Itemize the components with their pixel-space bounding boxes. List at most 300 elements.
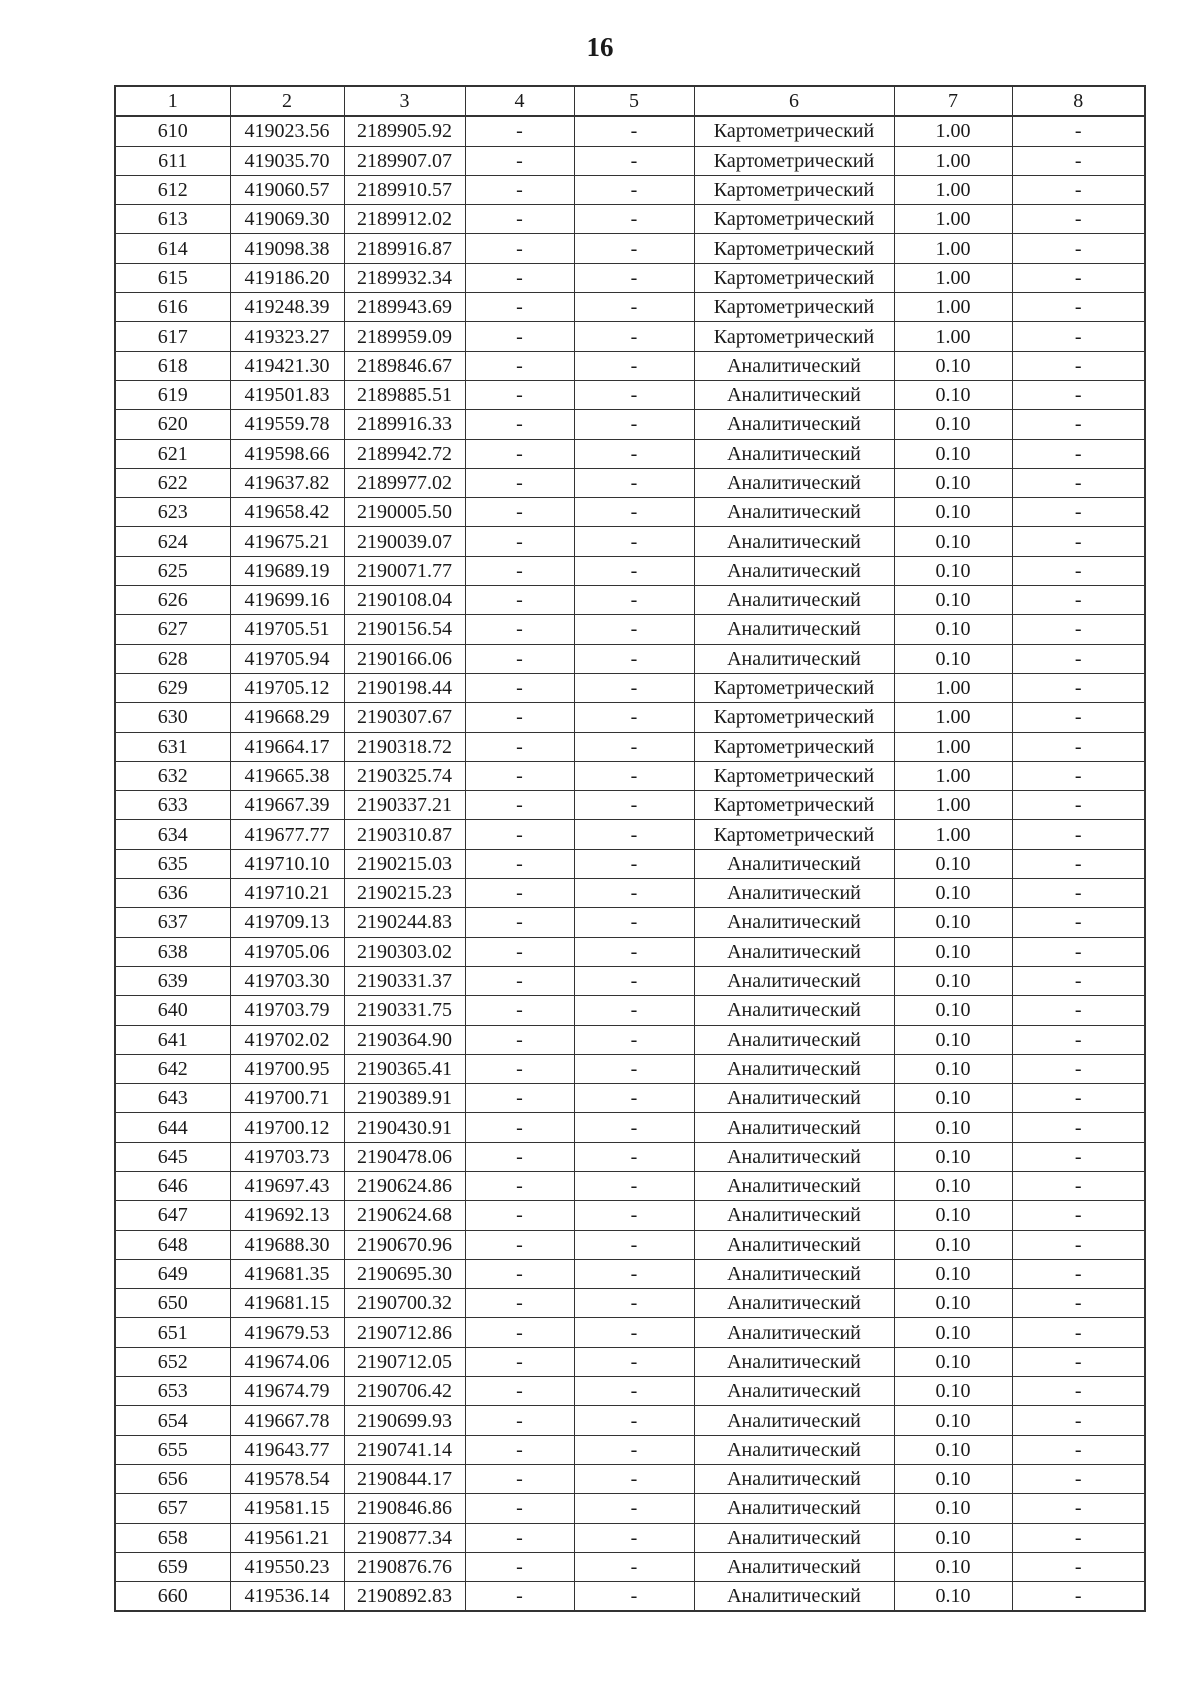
cell-accuracy: 0.10 [894, 1377, 1012, 1406]
cell-coordinate-y: 2189907.07 [344, 146, 465, 175]
cell-accuracy: 0.10 [894, 937, 1012, 966]
table-row [115, 996, 1145, 1025]
cell-method: Аналитический [694, 556, 894, 585]
cell-column-4: - [465, 116, 574, 146]
cell-column-8: - [1012, 146, 1145, 175]
cell-column-5: - [574, 1552, 694, 1581]
cell-column-5: - [574, 175, 694, 204]
cell-method: Картометрический [694, 293, 894, 322]
table-row [115, 498, 1145, 527]
cell-column-4: - [465, 937, 574, 966]
table-row [115, 908, 1145, 937]
cell-column-4: - [465, 1464, 574, 1493]
cell-accuracy: 0.10 [894, 1318, 1012, 1347]
column-header: 1 [115, 86, 230, 116]
table-row [115, 1171, 1145, 1200]
cell-coordinate-y: 2190244.83 [344, 908, 465, 937]
cell-coordinate-x: 419323.27 [230, 322, 344, 351]
cell-column-5: - [574, 1289, 694, 1318]
cell-accuracy: 0.10 [894, 556, 1012, 585]
cell-coordinate-x: 419700.71 [230, 1084, 344, 1113]
cell-point-number: 631 [115, 732, 230, 761]
cell-column-4: - [465, 1230, 574, 1259]
cell-point-number: 659 [115, 1552, 230, 1581]
table-row [115, 673, 1145, 702]
cell-method: Аналитический [694, 1025, 894, 1054]
cell-method: Аналитический [694, 1289, 894, 1318]
table-row [115, 1377, 1145, 1406]
cell-accuracy: 0.10 [894, 1054, 1012, 1083]
header-row [115, 86, 1145, 116]
cell-column-4: - [465, 849, 574, 878]
table-row [115, 1113, 1145, 1142]
column-header: 6 [694, 86, 894, 116]
table-row [115, 1289, 1145, 1318]
cell-method: Аналитический [694, 380, 894, 409]
cell-column-4: - [465, 1435, 574, 1464]
table-row [115, 1230, 1145, 1259]
cell-method: Аналитический [694, 1406, 894, 1435]
cell-column-5: - [574, 1259, 694, 1288]
cell-coordinate-x: 419702.02 [230, 1025, 344, 1054]
cell-column-8: - [1012, 380, 1145, 409]
cell-column-4: - [465, 1494, 574, 1523]
cell-column-5: - [574, 205, 694, 234]
cell-method: Аналитический [694, 468, 894, 497]
cell-coordinate-x: 419501.83 [230, 380, 344, 409]
table-row [115, 615, 1145, 644]
table-row [115, 293, 1145, 322]
table-row [115, 322, 1145, 351]
cell-column-4: - [465, 1201, 574, 1230]
cell-column-8: - [1012, 673, 1145, 702]
table-row [115, 205, 1145, 234]
cell-column-8: - [1012, 937, 1145, 966]
cell-column-8: - [1012, 1523, 1145, 1552]
cell-point-number: 655 [115, 1435, 230, 1464]
cell-coordinate-x: 419692.13 [230, 1201, 344, 1230]
cell-method: Аналитический [694, 439, 894, 468]
cell-accuracy: 0.10 [894, 1259, 1012, 1288]
cell-column-8: - [1012, 175, 1145, 204]
cell-method: Аналитический [694, 644, 894, 673]
cell-column-5: - [574, 498, 694, 527]
cell-column-8: - [1012, 1552, 1145, 1581]
table-row [115, 1084, 1145, 1113]
cell-point-number: 622 [115, 468, 230, 497]
cell-column-8: - [1012, 1494, 1145, 1523]
cell-coordinate-y: 2190430.91 [344, 1113, 465, 1142]
cell-column-8: - [1012, 1582, 1145, 1612]
cell-column-4: - [465, 175, 574, 204]
cell-column-8: - [1012, 263, 1145, 292]
coordinates-table [114, 85, 1146, 1612]
cell-coordinate-x: 419581.15 [230, 1494, 344, 1523]
cell-coordinate-y: 2190365.41 [344, 1054, 465, 1083]
cell-coordinate-y: 2190695.30 [344, 1259, 465, 1288]
cell-method: Аналитический [694, 1084, 894, 1113]
cell-coordinate-x: 419069.30 [230, 205, 344, 234]
cell-column-5: - [574, 937, 694, 966]
cell-coordinate-y: 2190337.21 [344, 791, 465, 820]
cell-point-number: 649 [115, 1259, 230, 1288]
cell-coordinate-y: 2190325.74 [344, 761, 465, 790]
cell-column-8: - [1012, 586, 1145, 615]
cell-method: Аналитический [694, 908, 894, 937]
cell-coordinate-x: 419637.82 [230, 468, 344, 497]
cell-accuracy: 0.10 [894, 351, 1012, 380]
cell-method: Картометрический [694, 175, 894, 204]
cell-column-8: - [1012, 761, 1145, 790]
cell-column-8: - [1012, 1259, 1145, 1288]
cell-accuracy: 1.00 [894, 322, 1012, 351]
cell-coordinate-y: 2190892.83 [344, 1582, 465, 1612]
cell-coordinate-x: 419710.21 [230, 879, 344, 908]
cell-column-4: - [465, 263, 574, 292]
cell-column-5: - [574, 1494, 694, 1523]
cell-coordinate-x: 419536.14 [230, 1582, 344, 1612]
cell-accuracy: 0.10 [894, 1464, 1012, 1493]
cell-column-8: - [1012, 849, 1145, 878]
cell-column-4: - [465, 791, 574, 820]
cell-column-4: - [465, 1054, 574, 1083]
cell-coordinate-x: 419700.12 [230, 1113, 344, 1142]
cell-method: Картометрический [694, 322, 894, 351]
table-row [115, 1142, 1145, 1171]
page-number: 16 [586, 32, 614, 62]
cell-coordinate-y: 2190303.02 [344, 937, 465, 966]
cell-column-4: - [465, 205, 574, 234]
cell-coordinate-x: 419699.16 [230, 586, 344, 615]
cell-point-number: 615 [115, 263, 230, 292]
cell-column-5: - [574, 410, 694, 439]
cell-coordinate-y: 2189977.02 [344, 468, 465, 497]
cell-column-8: - [1012, 615, 1145, 644]
cell-accuracy: 0.10 [894, 527, 1012, 556]
cell-column-4: - [465, 1347, 574, 1376]
cell-coordinate-x: 419668.29 [230, 703, 344, 732]
column-header: 5 [574, 86, 694, 116]
cell-column-5: - [574, 996, 694, 1025]
cell-column-5: - [574, 1230, 694, 1259]
table-row [115, 732, 1145, 761]
cell-accuracy: 0.10 [894, 1142, 1012, 1171]
cell-method: Аналитический [694, 1464, 894, 1493]
cell-method: Аналитический [694, 351, 894, 380]
cell-column-4: - [465, 146, 574, 175]
cell-point-number: 613 [115, 205, 230, 234]
cell-point-number: 621 [115, 439, 230, 468]
table-row [115, 1318, 1145, 1347]
cell-column-8: - [1012, 498, 1145, 527]
cell-column-5: - [574, 1054, 694, 1083]
cell-coordinate-y: 2190478.06 [344, 1142, 465, 1171]
cell-column-5: - [574, 263, 694, 292]
cell-method: Аналитический [694, 1142, 894, 1171]
table-row [115, 1259, 1145, 1288]
cell-column-8: - [1012, 1406, 1145, 1435]
cell-column-4: - [465, 966, 574, 995]
cell-column-4: - [465, 1289, 574, 1318]
cell-method: Аналитический [694, 1494, 894, 1523]
cell-point-number: 637 [115, 908, 230, 937]
cell-coordinate-x: 419248.39 [230, 293, 344, 322]
table-row [115, 1025, 1145, 1054]
cell-column-8: - [1012, 1171, 1145, 1200]
cell-accuracy: 0.10 [894, 908, 1012, 937]
cell-coordinate-y: 2190741.14 [344, 1435, 465, 1464]
cell-method: Аналитический [694, 410, 894, 439]
column-header: 8 [1012, 86, 1145, 116]
cell-column-4: - [465, 732, 574, 761]
cell-accuracy: 0.10 [894, 498, 1012, 527]
cell-column-5: - [574, 615, 694, 644]
column-header: 2 [230, 86, 344, 116]
cell-coordinate-y: 2189885.51 [344, 380, 465, 409]
cell-point-number: 647 [115, 1201, 230, 1230]
cell-point-number: 651 [115, 1318, 230, 1347]
cell-column-4: - [465, 1523, 574, 1552]
cell-column-5: - [574, 351, 694, 380]
cell-column-5: - [574, 146, 694, 175]
cell-column-5: - [574, 673, 694, 702]
cell-column-8: - [1012, 1230, 1145, 1259]
cell-point-number: 645 [115, 1142, 230, 1171]
cell-column-8: - [1012, 234, 1145, 263]
cell-coordinate-y: 2190166.06 [344, 644, 465, 673]
cell-coordinate-y: 2189959.09 [344, 322, 465, 351]
cell-point-number: 635 [115, 849, 230, 878]
cell-method: Аналитический [694, 1582, 894, 1612]
table-row [115, 791, 1145, 820]
cell-method: Аналитический [694, 1113, 894, 1142]
cell-column-8: - [1012, 351, 1145, 380]
cell-method: Аналитический [694, 1230, 894, 1259]
cell-accuracy: 1.00 [894, 234, 1012, 263]
table-row [115, 351, 1145, 380]
cell-method: Аналитический [694, 1318, 894, 1347]
cell-method: Аналитический [694, 498, 894, 527]
cell-coordinate-y: 2190877.34 [344, 1523, 465, 1552]
cell-coordinate-y: 2190331.75 [344, 996, 465, 1025]
table-row [115, 1552, 1145, 1581]
cell-coordinate-x: 419098.38 [230, 234, 344, 263]
cell-method: Аналитический [694, 1523, 894, 1552]
cell-column-8: - [1012, 116, 1145, 146]
cell-accuracy: 0.10 [894, 1289, 1012, 1318]
cell-column-8: - [1012, 820, 1145, 849]
cell-accuracy: 0.10 [894, 1025, 1012, 1054]
cell-column-5: - [574, 703, 694, 732]
cell-coordinate-x: 419674.06 [230, 1347, 344, 1376]
cell-column-4: - [465, 1113, 574, 1142]
cell-point-number: 652 [115, 1347, 230, 1376]
table-row [115, 234, 1145, 263]
cell-column-5: - [574, 1084, 694, 1113]
table-row [115, 116, 1145, 146]
cell-column-5: - [574, 1523, 694, 1552]
cell-coordinate-y: 2190331.37 [344, 966, 465, 995]
cell-point-number: 634 [115, 820, 230, 849]
cell-coordinate-x: 419703.79 [230, 996, 344, 1025]
cell-column-8: - [1012, 996, 1145, 1025]
cell-column-4: - [465, 673, 574, 702]
cell-accuracy: 1.00 [894, 175, 1012, 204]
cell-coordinate-x: 419060.57 [230, 175, 344, 204]
cell-method: Аналитический [694, 937, 894, 966]
cell-point-number: 636 [115, 879, 230, 908]
cell-method: Аналитический [694, 527, 894, 556]
cell-method: Картометрический [694, 234, 894, 263]
cell-column-4: - [465, 556, 574, 585]
cell-column-4: - [465, 380, 574, 409]
cell-column-4: - [465, 761, 574, 790]
cell-column-8: - [1012, 439, 1145, 468]
cell-method: Картометрический [694, 703, 894, 732]
cell-coordinate-x: 419705.51 [230, 615, 344, 644]
cell-coordinate-y: 2189905.92 [344, 116, 465, 146]
cell-point-number: 624 [115, 527, 230, 556]
cell-method: Аналитический [694, 1054, 894, 1083]
table-row [115, 380, 1145, 409]
cell-coordinate-y: 2190846.86 [344, 1494, 465, 1523]
cell-coordinate-y: 2190706.42 [344, 1377, 465, 1406]
cell-accuracy: 0.10 [894, 380, 1012, 409]
cell-point-number: 625 [115, 556, 230, 585]
cell-point-number: 653 [115, 1377, 230, 1406]
cell-column-4: - [465, 1171, 574, 1200]
cell-coordinate-x: 419688.30 [230, 1230, 344, 1259]
cell-column-8: - [1012, 1025, 1145, 1054]
table-row [115, 1347, 1145, 1376]
cell-column-5: - [574, 644, 694, 673]
cell-column-5: - [574, 908, 694, 937]
cell-coordinate-y: 2189932.34 [344, 263, 465, 292]
table-row [115, 586, 1145, 615]
table-row [115, 1406, 1145, 1435]
table-row [115, 644, 1145, 673]
cell-method: Аналитический [694, 1259, 894, 1288]
cell-coordinate-x: 419697.43 [230, 1171, 344, 1200]
cell-column-4: - [465, 586, 574, 615]
cell-column-5: - [574, 1377, 694, 1406]
table-row [115, 556, 1145, 585]
cell-column-4: - [465, 644, 574, 673]
cell-column-4: - [465, 1259, 574, 1288]
cell-column-5: - [574, 293, 694, 322]
cell-accuracy: 1.00 [894, 703, 1012, 732]
table-row [115, 439, 1145, 468]
cell-coordinate-y: 2190005.50 [344, 498, 465, 527]
cell-point-number: 641 [115, 1025, 230, 1054]
cell-method: Картометрический [694, 263, 894, 292]
cell-accuracy: 1.00 [894, 791, 1012, 820]
cell-accuracy: 0.10 [894, 1171, 1012, 1200]
cell-column-8: - [1012, 1084, 1145, 1113]
cell-accuracy: 0.10 [894, 1552, 1012, 1581]
cell-column-8: - [1012, 1142, 1145, 1171]
cell-coordinate-x: 419674.79 [230, 1377, 344, 1406]
cell-accuracy: 1.00 [894, 761, 1012, 790]
cell-coordinate-y: 2189942.72 [344, 439, 465, 468]
cell-column-5: - [574, 1582, 694, 1612]
cell-point-number: 611 [115, 146, 230, 175]
cell-method: Картометрический [694, 205, 894, 234]
cell-coordinate-x: 419667.39 [230, 791, 344, 820]
cell-column-4: - [465, 439, 574, 468]
table-row [115, 1054, 1145, 1083]
cell-coordinate-y: 2190215.23 [344, 879, 465, 908]
cell-coordinate-y: 2190039.07 [344, 527, 465, 556]
cell-accuracy: 1.00 [894, 293, 1012, 322]
cell-column-8: - [1012, 732, 1145, 761]
cell-coordinate-x: 419598.66 [230, 439, 344, 468]
cell-column-5: - [574, 468, 694, 497]
cell-coordinate-y: 2190876.76 [344, 1552, 465, 1581]
cell-method: Аналитический [694, 615, 894, 644]
table-row [115, 1523, 1145, 1552]
cell-coordinate-y: 2189912.02 [344, 205, 465, 234]
cell-accuracy: 0.10 [894, 1523, 1012, 1552]
table-row [115, 410, 1145, 439]
cell-column-8: - [1012, 908, 1145, 937]
cell-method: Картометрический [694, 673, 894, 702]
cell-coordinate-y: 2190318.72 [344, 732, 465, 761]
cell-accuracy: 0.10 [894, 1435, 1012, 1464]
cell-coordinate-y: 2189916.33 [344, 410, 465, 439]
cell-column-5: - [574, 966, 694, 995]
cell-accuracy: 1.00 [894, 263, 1012, 292]
cell-column-5: - [574, 1025, 694, 1054]
cell-coordinate-x: 419710.10 [230, 849, 344, 878]
cell-point-number: 640 [115, 996, 230, 1025]
cell-coordinate-y: 2190624.68 [344, 1201, 465, 1230]
cell-method: Аналитический [694, 1347, 894, 1376]
cell-column-5: - [574, 791, 694, 820]
cell-column-8: - [1012, 322, 1145, 351]
cell-coordinate-x: 419689.19 [230, 556, 344, 585]
table-row [115, 849, 1145, 878]
cell-point-number: 632 [115, 761, 230, 790]
cell-column-5: - [574, 879, 694, 908]
cell-point-number: 650 [115, 1289, 230, 1318]
cell-column-5: - [574, 1464, 694, 1493]
cell-point-number: 617 [115, 322, 230, 351]
cell-coordinate-x: 419700.95 [230, 1054, 344, 1083]
cell-coordinate-y: 2190712.05 [344, 1347, 465, 1376]
cell-column-4: - [465, 703, 574, 732]
column-header: 4 [465, 86, 574, 116]
cell-column-4: - [465, 234, 574, 263]
cell-coordinate-x: 419679.53 [230, 1318, 344, 1347]
cell-coordinate-y: 2190071.77 [344, 556, 465, 585]
cell-point-number: 660 [115, 1582, 230, 1612]
cell-accuracy: 0.10 [894, 1084, 1012, 1113]
cell-coordinate-x: 419681.15 [230, 1289, 344, 1318]
cell-accuracy: 0.10 [894, 586, 1012, 615]
cell-coordinate-y: 2190215.03 [344, 849, 465, 878]
cell-column-5: - [574, 234, 694, 263]
cell-column-8: - [1012, 644, 1145, 673]
table-row [115, 175, 1145, 204]
table-row [115, 761, 1145, 790]
cell-column-4: - [465, 908, 574, 937]
cell-column-8: - [1012, 410, 1145, 439]
cell-accuracy: 0.10 [894, 410, 1012, 439]
cell-point-number: 642 [115, 1054, 230, 1083]
cell-column-5: - [574, 116, 694, 146]
cell-column-4: - [465, 468, 574, 497]
